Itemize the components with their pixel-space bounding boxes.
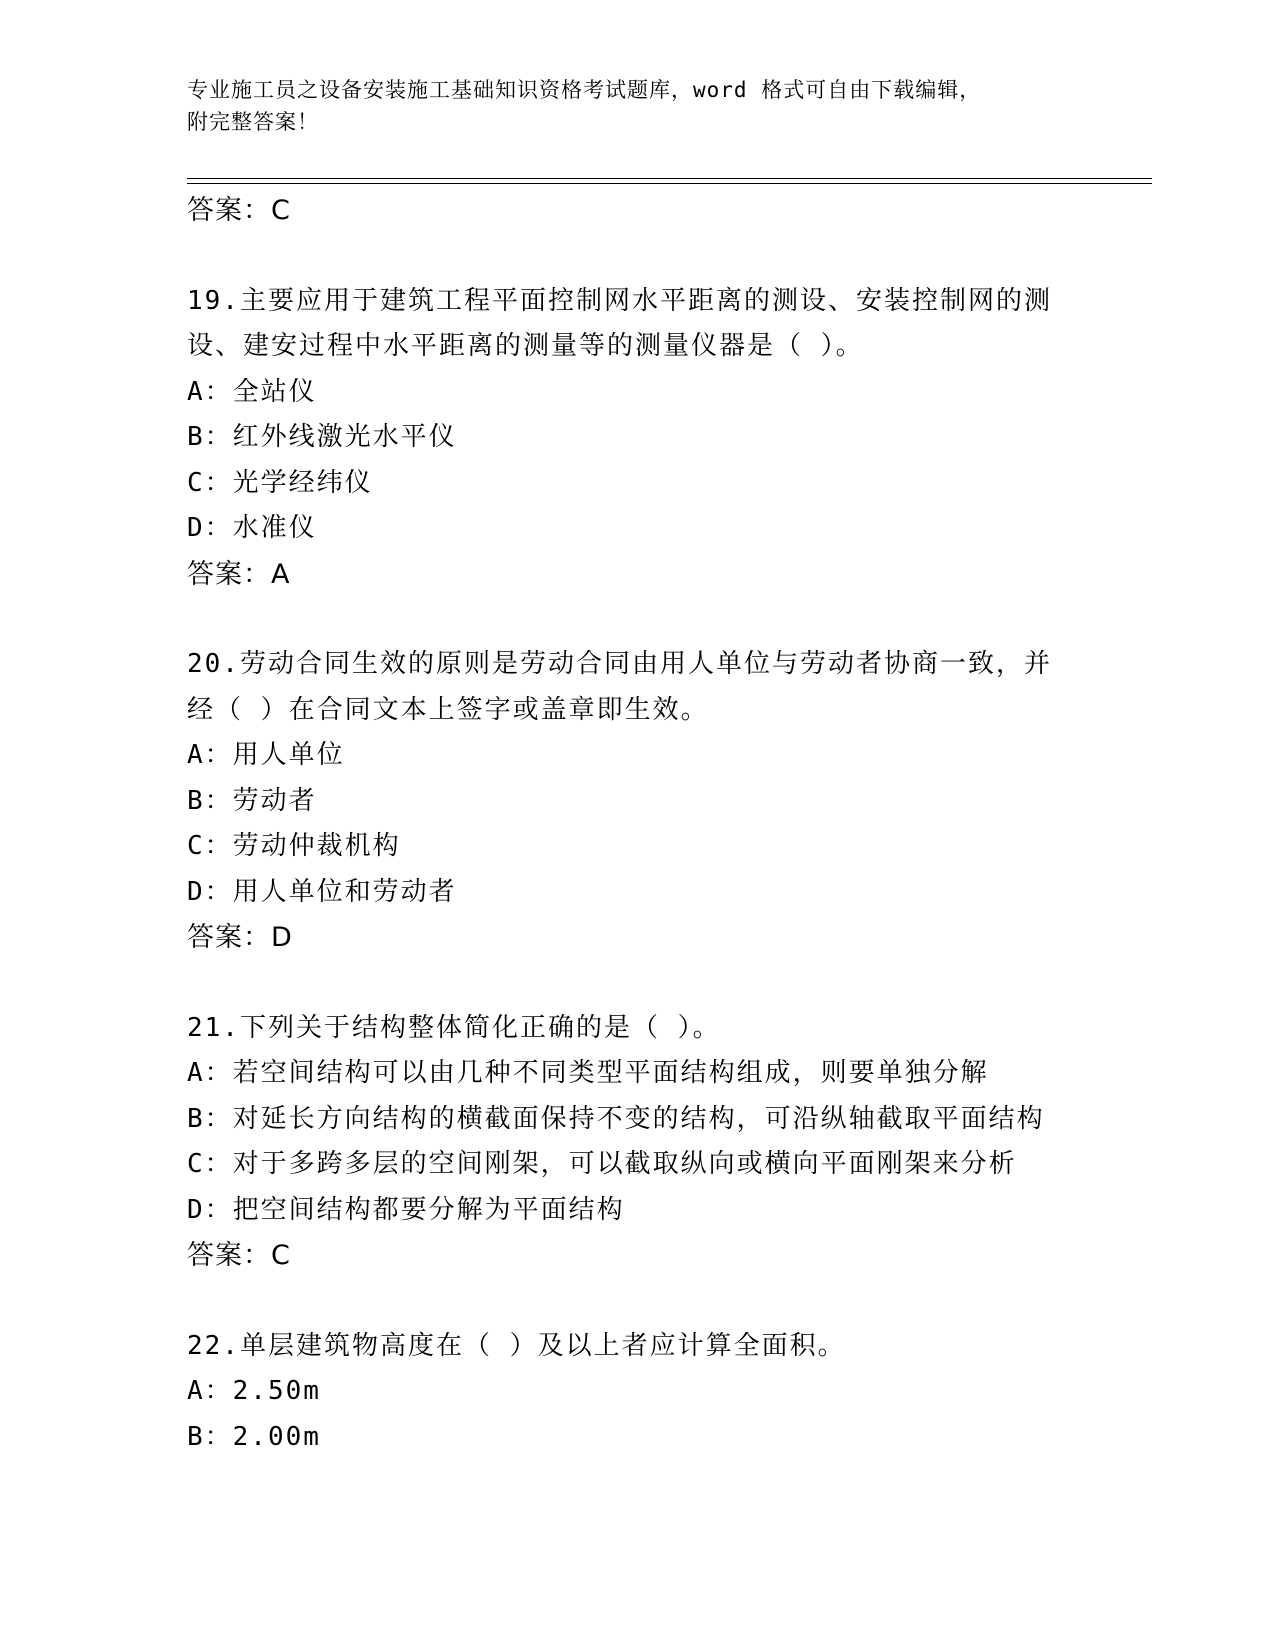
question-stem: 20.劳动合同生效的原则是劳动合同由用人单位与劳动者协商一致，并 [187, 649, 1052, 679]
option-c: C：光学经纬仪 [187, 467, 373, 498]
answer: 答案：C [187, 1240, 291, 1271]
option-d: D：水准仪 [187, 513, 317, 543]
question-list [187, 188, 1147, 1460]
question-stem: 22.单层建筑物高度在（ ）及以上者应计算全面积。 [187, 1330, 846, 1361]
question-20 [187, 642, 1147, 961]
question-stem: 21.下列关于结构整体简化正确的是（ ）。 [187, 1012, 721, 1043]
option-a: A：2.50m [187, 1376, 321, 1406]
question-19 [187, 279, 1147, 598]
option-a: A：全站仪 [187, 376, 317, 407]
header-line-1: 专业施工员之设备安装施工基础知识资格考试题库，word 格式可自由下载编辑， [187, 78, 982, 102]
answer: 答案：D [187, 922, 293, 953]
option-b: B：2.00m [187, 1421, 321, 1452]
option-b: B：红外线激光水平仪 [187, 422, 457, 452]
option-d: D：用人单位和劳动者 [187, 876, 457, 907]
spacer [187, 961, 1147, 1006]
answer: 答案：A [187, 558, 291, 590]
question-stem: 19.主要应用于建筑工程平面控制网水平距离的测设、安装控制网的测 [187, 285, 1052, 316]
spacer [187, 597, 1147, 642]
option-a: A：若空间结构可以由几种不同类型平面结构组成，则要单独分解 [187, 1058, 989, 1088]
option-b: B：对延长方向结构的横截面保持不变的结构，可沿纵轴截取平面结构 [187, 1103, 1045, 1134]
spacer [187, 234, 1147, 279]
header-divider-thick [187, 183, 1152, 184]
question-21 [187, 1006, 1147, 1279]
answer-previous: 答案：C [187, 195, 291, 226]
question-22 [187, 1324, 1147, 1461]
option-c: C：对于多跨多层的空间刚架，可以截取纵向或横向平面刚架来分析 [187, 1149, 1017, 1179]
option-a: A：用人单位 [187, 740, 345, 770]
header-line-2: 附完整答案！ [187, 110, 319, 134]
document-header [187, 74, 1087, 138]
header-divider-thin [187, 178, 1152, 179]
option-d: D：把空间结构都要分解为平面结构 [187, 1194, 625, 1225]
question-stem: 设、建安过程中水平距离的测量等的测量仪器是（ ）。 [187, 331, 864, 361]
option-b: B：劳动者 [187, 785, 317, 816]
option-c: C：劳动仲裁机构 [187, 831, 401, 861]
spacer [187, 1279, 1147, 1324]
question-stem: 经（ ）在合同文本上签字或盖章即生效。 [187, 694, 709, 725]
